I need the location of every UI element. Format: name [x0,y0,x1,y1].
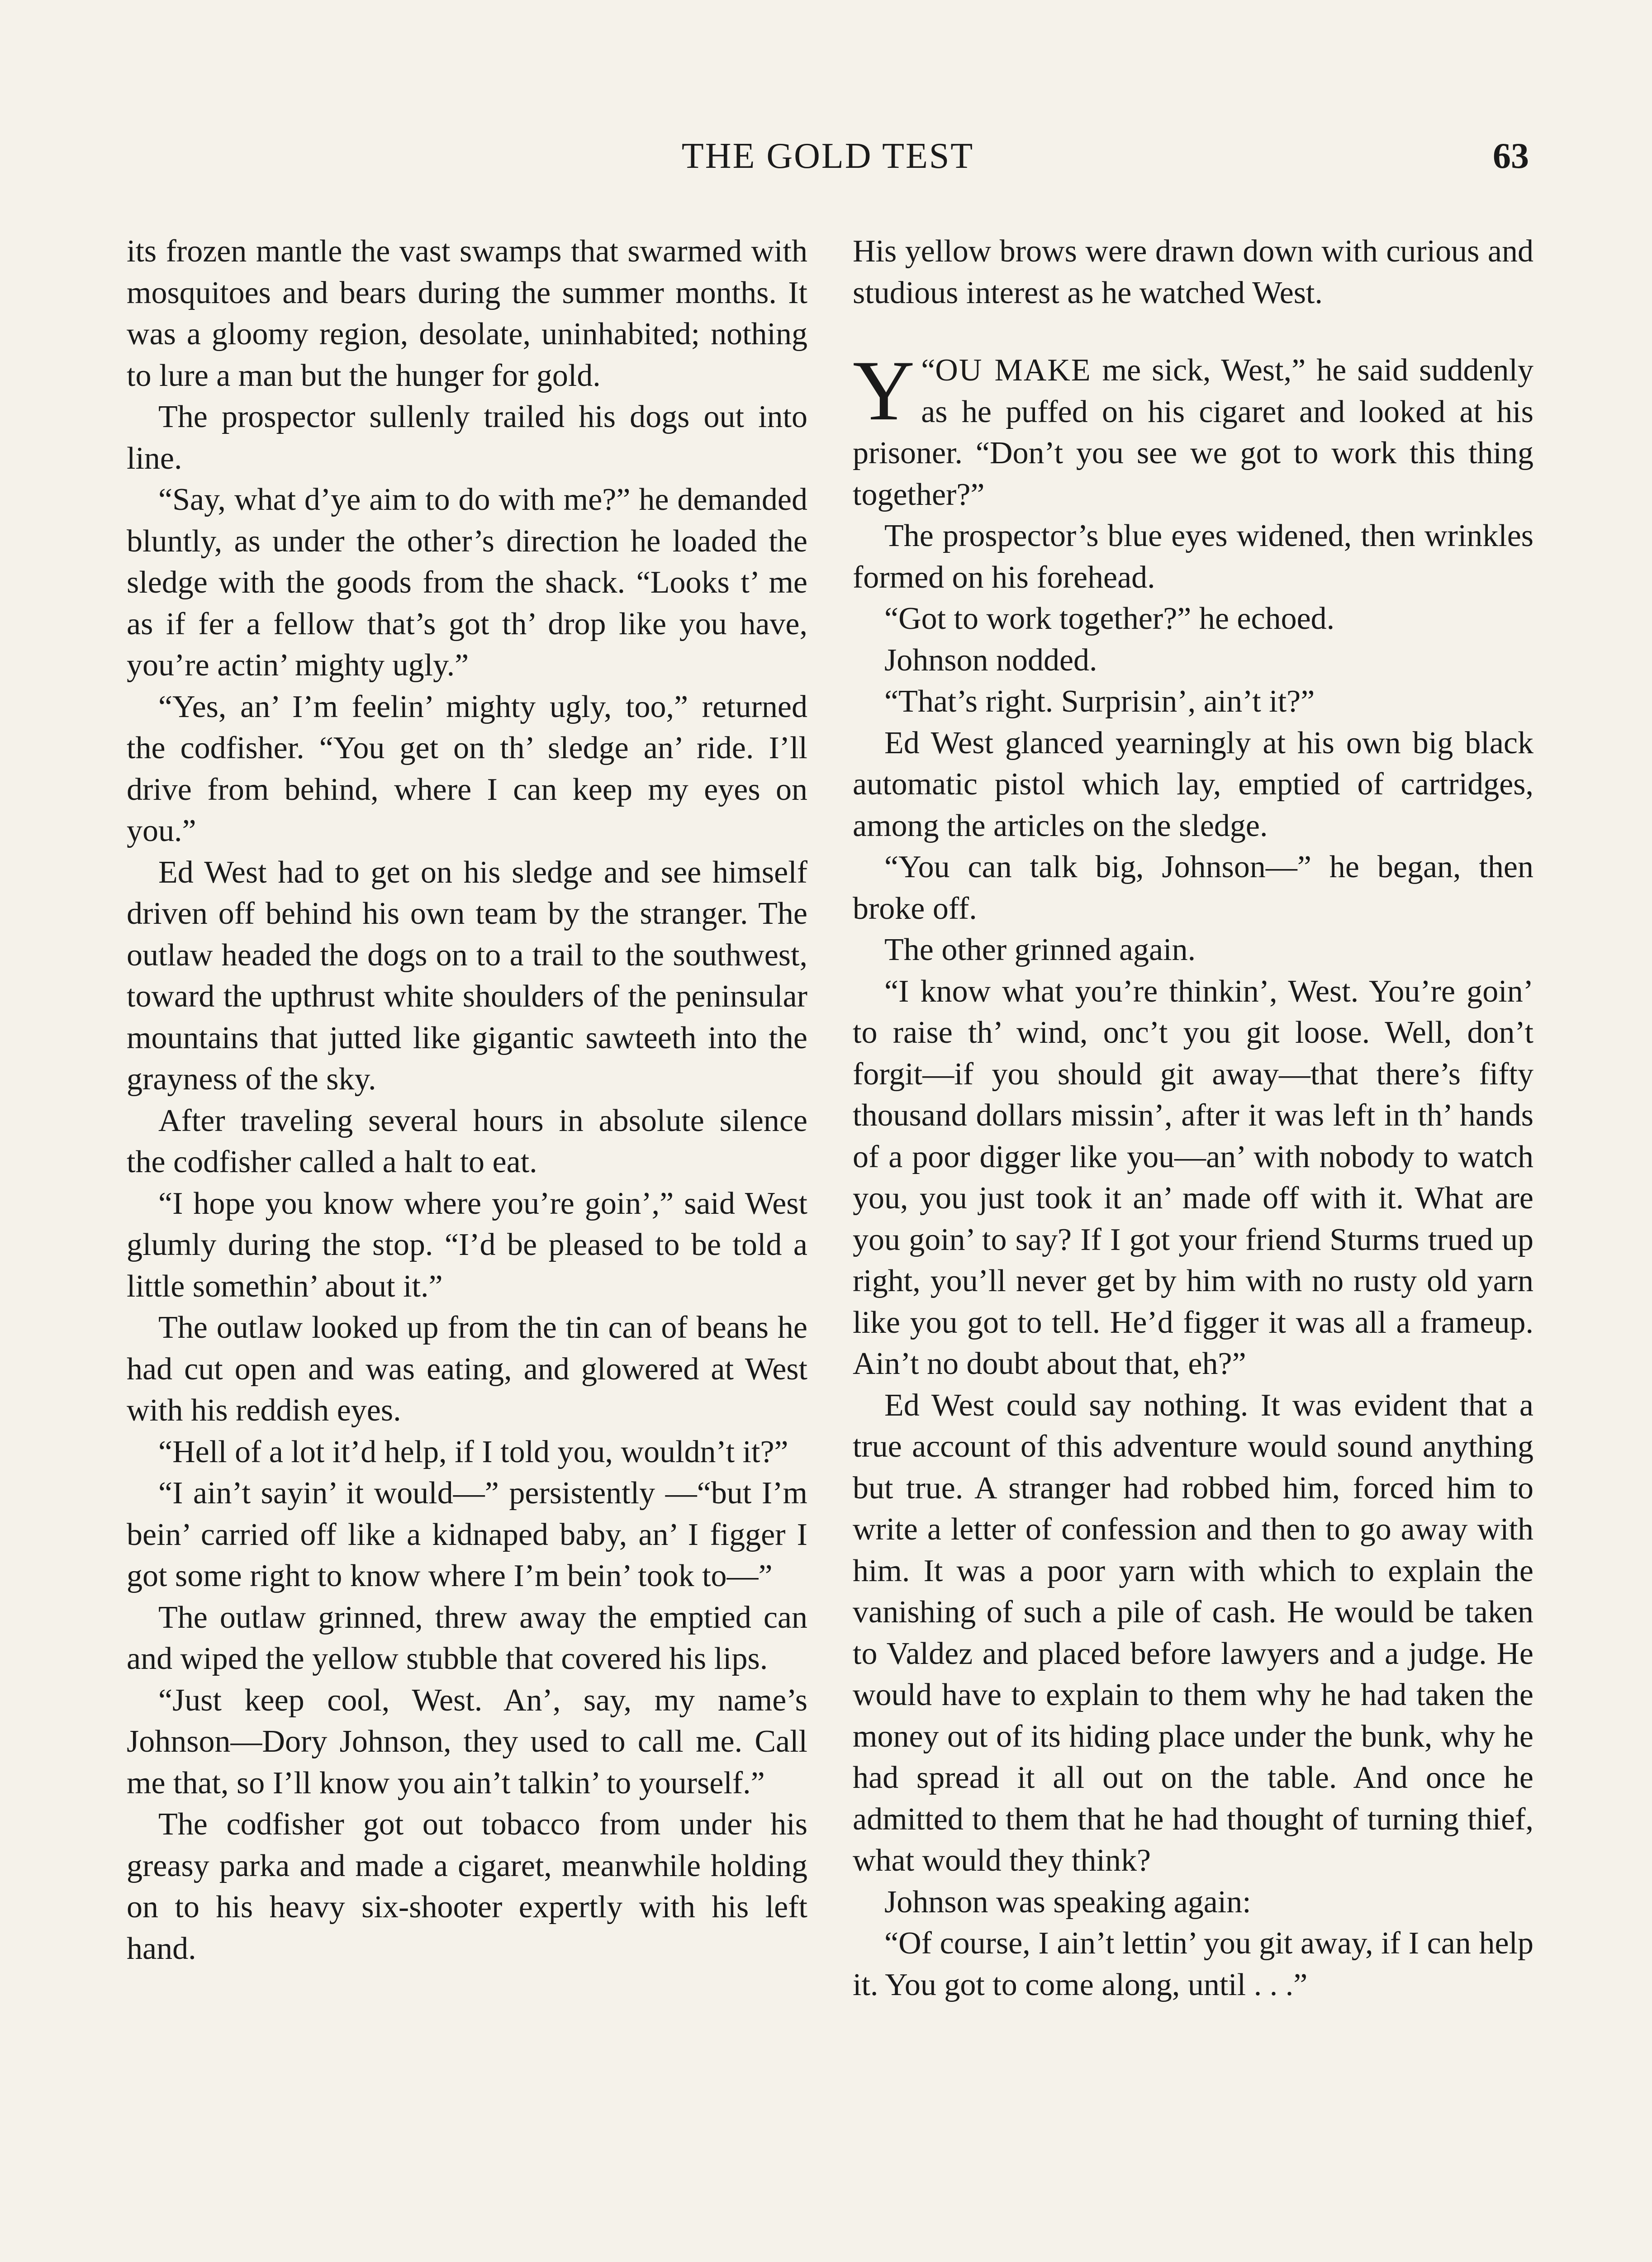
small-caps-lead: OU MAKE [935,353,1092,388]
paragraph: “Just keep cool, West. An’, say, my name’s Johnson—Dory Johnson, they used to call me. Call me that, so I’ll know you ain’t talkin’ to yourself.” [127,1682,807,1801]
open-quote: “ [921,353,935,388]
paragraph: “Hell of a lot it’d help, if I told you, wouldn’t it?” [158,1434,788,1469]
paragraph-text: me sick, West,” he said suddenly as he puffed on his cigaret and looked at his prisoner. “Don’t you see we got to work this thing together?” [853,353,1533,512]
paragraph: The outlaw grinned, threw away the emptied can and wiped the yellow stubble that covered his lips. [127,1600,807,1676]
paragraph: Ed West had to get on his sledge and see himself driven off behind his own team by the stranger. The outlaw headed the dogs on to a trail to the southwest, toward the upthrust white shoulders of the peninsular mountains that jutted like gigantic sawteeth into the grayness of the sky. [127,855,807,1097]
paragraph: “I know what you’re thinkin’, West. You’re goin’ to raise th’ wind, onc’t you git loose. Well, don’t forgit—if you should git away—that there’s fifty thousand dollars missin’, after it was left in th’ hands of a poor digger like you—an’ with nobody to watch you, you just took it an’ made off with it. What are you goin’ to say? If I got your friend Sturms trued up right, you’ll never get by him with no rusty old yarn like you got to tell. He’d figger it was all a frameup. Ain’t no doubt about that, eh?” [853,974,1533,1381]
page-header [127,136,1529,190]
paragraph: “I ain’t sayin’ it would—” persistently —“but I’m bein’ carried off like a kidnaped baby, an’ I figger I got some right to know where I’m bein’ took to—” [127,1476,807,1593]
page-number: 63 [1493,136,1529,176]
paragraph: Ed West glanced yearningly at his own big black automatic pistol which lay, emptied of cartridges, among the articles on the sledge. [853,725,1533,843]
paragraph: “Say, what d’ye aim to do with me?” he demanded bluntly, as under the other’s direction he loaded the sledge with the goods from the shack. “Looks t’ me as if fer a fellow that’s got th’ drop like you have, you’re actin’ mighty ugly.” [127,482,807,683]
paragraph: “Yes, an’ I’m feelin’ mighty ugly, too,” returned the codfisher. “You get on th’ sledge an’ ride. I’ll drive from behind, where I can keep my eyes on you.” [127,689,807,848]
paragraph: Johnson nodded. [884,642,1097,678]
paragraph: Johnson was speaking again: [884,1884,1251,1920]
paragraph: The outlaw looked up from the tin can of beans he had cut open and was eating, and glowered at West with his reddish eyes. [127,1310,807,1428]
drop-cap-paragraph [853,343,1533,515]
paragraph: The prospector sullenly trailed his dogs out into line. [127,399,807,476]
paragraph: After traveling several hours in absolute silence the codfisher called a halt to eat. [127,1103,807,1179]
paragraph: “You can talk big, Johnson—” he began, then broke off. [853,850,1533,926]
paragraph: Ed West could say nothing. It was evident that a true account of this adventure would sound anything but true. A stranger had robbed him, forced him to write a letter of confession and then to go away with him. It was a poor yarn with which to explain the vanishing of such a pile of cash. He would be taken to Valdez and placed before lawyers and a judge. He would have to explain to them why he had taken the money out of its hiding place under the bunk, why he had spread it all out on the table. And once he admitted to them that he had thought of turning thief, what would they think? [853,1388,1533,1878]
paragraph: “Got to work together?” he echoed. [884,601,1335,636]
paragraph: “Of course, I ain’t lettin’ you git away, if I can help it. You got to come along, until . . .” [853,1926,1533,2002]
section-break [853,314,1533,350]
drop-cap: Y [853,343,915,438]
paragraph: The codfisher got out tobacco from under his greasy parka and made a cigaret, meanwhile holding on to his heavy six-shooter expertly with his left hand. [127,1807,807,1966]
paragraph: “That’s right. Surprisin’, ain’t it?” [884,684,1315,719]
left-column [127,231,807,1969]
paragraph: His yellow brows were drawn down with curious and studious interest as he watched West. [853,234,1533,310]
paragraph: The prospector’s blue eyes widened, then wrinkles formed on his forehead. [853,518,1533,595]
right-column [853,231,1533,2005]
paragraph: “I hope you know where you’re goin’,” said West glumly during the stop. “I’d be pleased to be told a little somethin’ about it.” [127,1186,807,1304]
paragraph: its frozen mantle the vast swamps that swarmed with mosquitoes and bears during the summer months. It was a gloomy region, desolate, uninhabited; nothing to lure a man but the hunger for gold. [127,234,807,393]
running-title: THE GOLD TEST [681,136,974,176]
paragraph: The other grinned again. [884,932,1196,967]
